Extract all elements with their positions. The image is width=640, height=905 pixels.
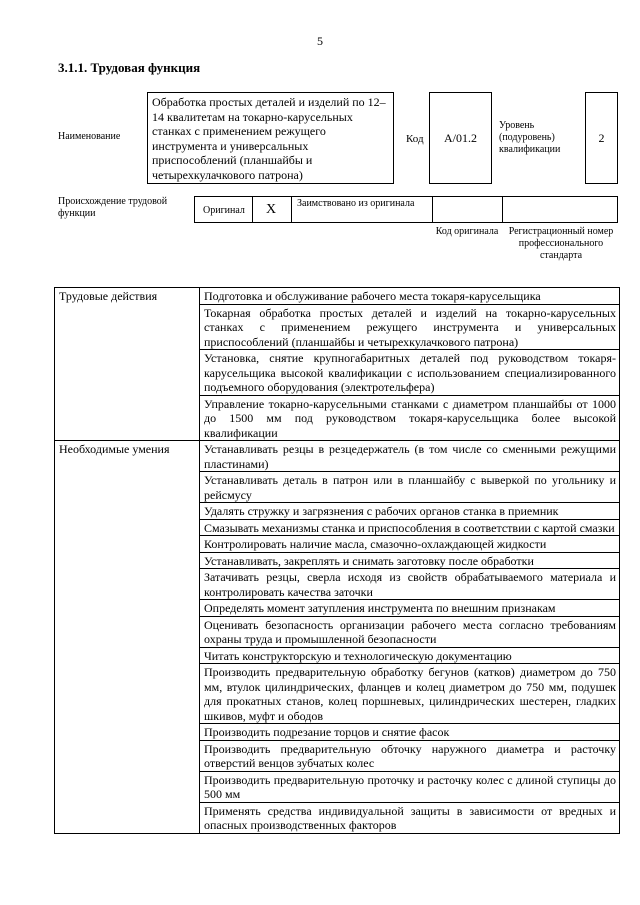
item-cell: Производить подрезание торцов и снятие фасок <box>200 724 620 741</box>
item-cell: Производить предварительную проточку и расточку колес с длиной ступицы до 500 мм <box>200 771 620 802</box>
name-label: Наименование <box>58 131 121 142</box>
item-cell: Производить предварительную обработку бегунов (катков) диаметром до 750 мм, втулок цилиндрических, фланцев и колец диаметром до 750 мм, подушек для прокатных станов, колец поршневых, цилиндрических шестерен, гладких шкивов, муфт и ободов <box>200 664 620 724</box>
item-cell: Установка, снятие крупногабаритных деталей под руководством токаря-карусельщика высокой квалификации с использованием специализированного подъемного оборудования (электротельфера) <box>200 350 620 396</box>
item-cell: Оценивать безопасность организации рабочего места согласно требованиям охраны труда и промышленной безопасности <box>200 616 620 647</box>
category-cell: Необходимые умения <box>55 441 200 834</box>
item-cell: Контролировать наличие масла, смазочно-охлаждающей жидкости <box>200 536 620 553</box>
item-cell: Устанавливать, закреплять и снимать заготовку после обработки <box>200 552 620 569</box>
code-value: A/01.2 <box>429 92 492 184</box>
item-cell: Читать конструкторскую и технологическую документацию <box>200 647 620 664</box>
code-label: Код <box>406 133 424 145</box>
item-cell: Определять момент затупления инструмента по внешним признакам <box>200 600 620 617</box>
item-cell: Производить предварительную обточку наружного диаметра и расточку отверстий венцов зубчатых колес <box>200 740 620 771</box>
page-number: 5 <box>317 34 323 48</box>
function-name: Обработка простых деталей и изделий по 12–14 квалитетам на токарно-карусельных станках с применением режущего инструмента и универсальных приспособлений (планшайбы и четырехкулачкового патрона) <box>147 92 394 184</box>
item-cell: Устанавливать деталь в патрон или в планшайбу с выверкой по угольнику и рейсмусу <box>200 472 620 503</box>
item-cell: Управление токарно-карусельными станками с диаметром планшайбы от 1000 до 1500 мм под руководством токаря-карусельщика более высокой квалификации <box>200 395 620 441</box>
origin-label: Происхождение трудовой функции <box>58 196 168 219</box>
code-caption: Код оригинала <box>435 226 499 237</box>
functions-table <box>54 287 620 834</box>
original-mark-cell <box>253 197 292 222</box>
original-cell <box>195 197 253 222</box>
item-cell: Удалять стружку и загрязнения с рабочих органов станка в приемник <box>200 503 620 520</box>
borrowed-cell <box>292 197 433 222</box>
level-label: Уровень (подуровень) квалификации <box>499 120 561 155</box>
table-row <box>55 441 620 472</box>
category-cell: Трудовые действия <box>55 288 200 441</box>
item-cell: Применять средства индивидуальной защиты в зависимости от вредных и опасных производственных факторов <box>200 802 620 833</box>
level-value: 2 <box>585 92 618 184</box>
origin-code-cell <box>433 197 503 222</box>
table-row <box>55 288 620 305</box>
item-cell: Подготовка и обслуживание рабочего места токаря-карусельщика <box>200 288 620 305</box>
item-cell: Затачивать резцы, сверла исходя из свойств обрабатываемого материала и контролировать качества заточки <box>200 569 620 600</box>
item-cell: Токарная обработка простых деталей и изделий на токарно-карусельных станках с применением режущего инструмента и универсальных приспособлений (планшайбы и четырехкулачкового патрона) <box>200 304 620 350</box>
original-mark: X <box>266 202 277 217</box>
borrowed-label: Заимствовано из оригинала <box>297 198 415 209</box>
item-cell: Устанавливать резцы в резцедержатель (в том числе со сменными режущими пластинами) <box>200 441 620 472</box>
origin-reg-cell <box>503 197 617 222</box>
section-title: 3.1.1. Трудовая функция <box>58 60 201 75</box>
original-label: Оригинал <box>203 205 245 216</box>
item-cell: Смазывать механизмы станка и приспособления в соответствии с картой смазки <box>200 519 620 536</box>
reg-caption: Регистрационный номер профессионального стандарта <box>508 226 614 261</box>
origin-row <box>194 196 618 223</box>
